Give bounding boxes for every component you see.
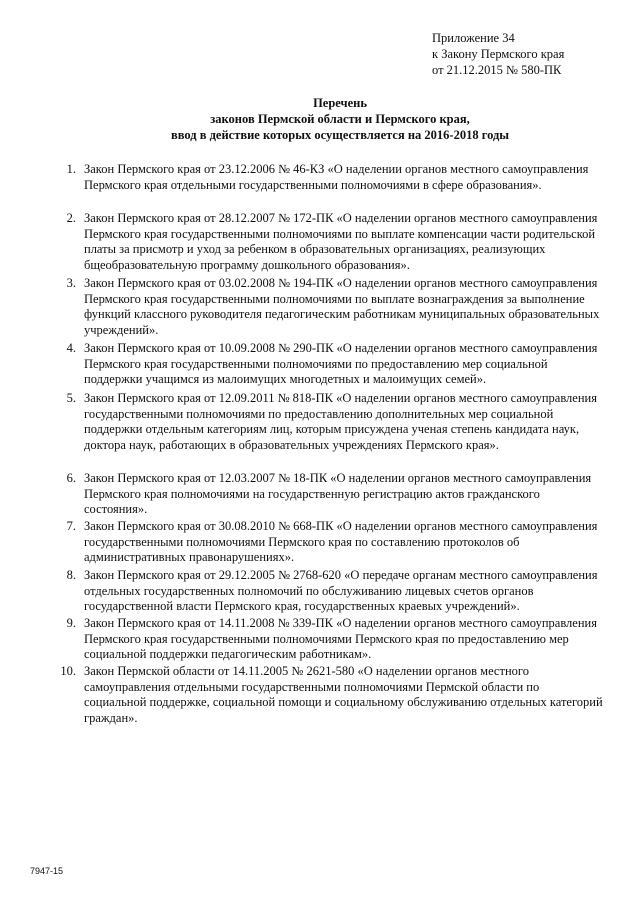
list-item <box>48 471 608 518</box>
item-text: Закон Пермского края от 28.12.2007 № 172-ПК «О наделении органов местного самоуправления Пермского края государственными полномочиями по выплате компенсации части родительской платы за присмотр и уход за ребенком в образовательных организациях, реализующих бщеобразовательную программу дошкольного образования». <box>84 211 598 273</box>
item-text: Закон Пермского края от 14.11.2008 № 339-ПК «О наделении органов местного самоуправления Пермского края государственными полномочиями Пермского края по предоставлению мер социальной поддержки педагогическим работникам». <box>84 616 597 662</box>
item-number: 8. <box>66 568 76 582</box>
appendix-line-1: Приложение 34 <box>432 31 515 45</box>
item-number: 10. <box>60 664 76 678</box>
appendix-header <box>432 30 564 78</box>
list-item <box>48 276 608 339</box>
title-line-2: законов Пермской области и Пермского края, <box>210 112 470 126</box>
item-text: Закон Пермского края от 23.12.2006 № 46-КЗ «О наделении органов местного самоуправления Пермского края отдельными государственными полномочиями в сфере образования». <box>84 162 589 192</box>
list-item <box>48 162 608 193</box>
item-number: 5. <box>66 391 76 405</box>
document-title <box>60 95 620 143</box>
list-item <box>48 211 608 274</box>
list-item <box>48 616 608 663</box>
item-number: 9. <box>66 616 76 630</box>
item-number: 4. <box>66 341 76 355</box>
item-number: 7. <box>66 519 76 533</box>
item-number: 3. <box>66 276 76 290</box>
title-line-3: ввод в действие которых осуществляется на 2016-2018 годы <box>170 128 510 142</box>
item-number: 6. <box>66 471 76 485</box>
item-text: Закон Пермской области от 14.11.2005 № 2621-580 «О наделении органов местного самоуправления отдельными государственными полномочиями Пермской области по социальной поддержке, социальной помощи и социальному обслуживанию отдельных категорий граждан». <box>84 664 603 726</box>
item-number: 2. <box>66 211 76 225</box>
item-number: 1. <box>66 162 76 176</box>
appendix-line-2: к Закону Пермского края <box>432 47 565 61</box>
item-text: Закон Пермского края от 12.09.2011 № 818-ПК «О наделении органов местного самоуправления государственными полномочиями по предоставлению дополнительных мер социальной поддержки отдельным категориям лиц, которым присуждена ученая степень кандидата наук, доктора наук, работающих в образовательных учреждениях Пермского края». <box>84 391 597 453</box>
item-text: Закон Пермского края от 12.03.2007 № 18-ПК «О наделении органов местного самоуправления Пермского края полномочиями на государственную регистрацию актов гражданского состояния». <box>84 471 592 517</box>
list-item <box>48 568 608 615</box>
item-text: Закон Пермского края от 29.12.2005 № 2768-620 «О передаче органам местного самоуправления отдельных государственных полномочий по обслуживанию лицевых счетов органов государственной власти Пермского края, государственных краевых учреждений». <box>84 568 598 614</box>
item-text: Закон Пермского края от 10.09.2008 № 290-ПК «О наделении органов местного самоуправления Пермского края государственными полномочиями по предоставлению мер социальной поддержки учащимся из малоимущих многодетных и малоимущих семей». <box>84 341 598 387</box>
list-item <box>48 519 608 566</box>
appendix-line-3: от 21.12.2015 № 580-ПК <box>432 63 562 77</box>
item-text: Закон Пермского края от 30.08.2010 № 668-ПК «О наделении органов местного самоуправления государственными полномочиями Пермского края по составлению протоколов об административных правонарушениях». <box>84 519 598 565</box>
list-item <box>48 341 608 388</box>
list-item <box>48 391 608 454</box>
item-text: Закон Пермского края от 03.02.2008 № 194-ПК «О наделении органов местного самоуправления Пермского края государственными полномочиями по выплате вознаграждения за выполнение функций классного руководителя педагогическим работникам муниципальных образовательных учреждений». <box>84 276 600 338</box>
title-line-1: Перечень <box>313 96 367 110</box>
document-code: 7947-15 <box>30 866 64 876</box>
list-item <box>48 664 608 727</box>
